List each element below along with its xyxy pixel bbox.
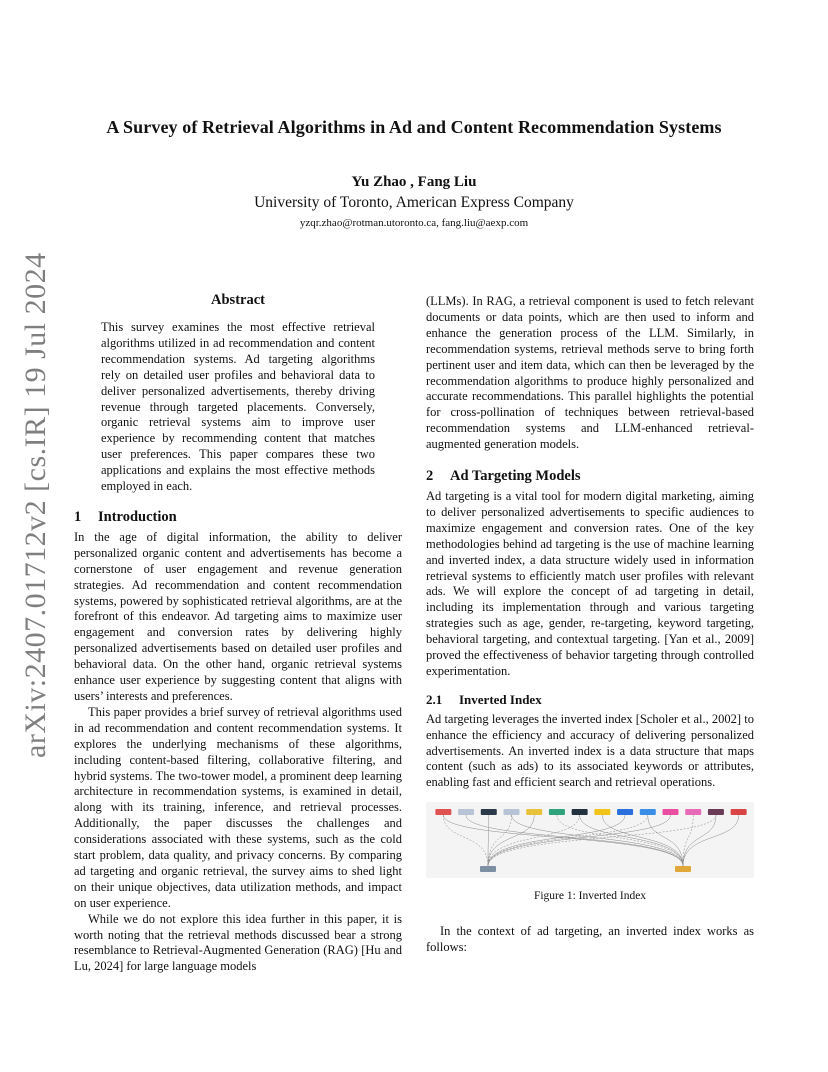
inverted-index-figure — [426, 802, 754, 878]
section-heading-ad-targeting — [426, 469, 754, 485]
affiliation: University of Toronto, American Express Company — [254, 194, 574, 211]
keyword-node — [594, 809, 610, 815]
intro-paragraph-1: In the age of digital information, the ability to deliver personalized organic content and advertisements has become a cornerstone of user engagement and revenue generation strategies. Ad recommendation and content recommendation systems, powered by sophisticated retrieval algorithms, are at the forefront of this endeavor. Ad targeting aims to maximize user engagement and conversion rates by delivering highly personalized advertisements based on detailed user profiles and behavioral data. On the other hand, organic retrieval systems enhance user experience by suggesting content that aligns with users’ interests and preferences. — [74, 529, 402, 703]
section-title: Ad Targeting Models — [450, 468, 581, 485]
ad-targeting-paragraph: Ad targeting is a vital tool for modern digital marketing, aiming to deliver personalized advertisements to specific audiences to maximize engagement and conversion rates. One of the key methodologies behind ad targeting is the use of machine learning and inverted index, a data structure widely used in information retrieval systems to efficiently match user profiles with relevant ads. We will explore the concept of ad targeting in detail, including its implementation through and various targeting strategies such as age, gender, re-targeting, keyword targeting, behavioral targeting, and contextual targeting. [Yan et al., 2009] proved the effectiveness of behavior targeting through controlled experimentation. — [426, 488, 754, 678]
intro-paragraph-3: While we do not explore this idea further in this paper, it is worth noting that the retrieval methods discussed bear a strong resemblance to Retrieval-Augmented Generation (RAG) [Hu and Lu, 2024] for large language models — [74, 911, 402, 974]
keyword-node — [481, 809, 497, 815]
index-edge — [443, 815, 488, 866]
keyword-node — [458, 809, 474, 815]
keyword-node — [526, 809, 542, 815]
author-emails: yzqr.zhao@rotman.utoronto.ca, fang.liu@aexp.com — [299, 217, 529, 229]
section-number: 2 — [426, 468, 434, 485]
keyword-node — [617, 809, 633, 815]
keyword-node — [685, 809, 701, 815]
introduction-section — [74, 510, 402, 975]
index-edge — [648, 815, 683, 866]
keyword-node — [504, 809, 520, 815]
index-edge — [466, 815, 683, 866]
right-column — [426, 294, 754, 791]
after-figure-paragraph: In the context of ad targeting, an inverted index works as follows: — [426, 924, 754, 954]
keyword-node — [708, 809, 724, 815]
paper-title: A Survey of Retrieval Algorithms in Ad and Content Recommendation Systems — [106, 117, 722, 137]
section-title: Introduction — [98, 509, 177, 525]
subsection-title: Inverted Index — [459, 691, 542, 707]
inverted-index-paragraph: Ad targeting leverages the inverted index [Scholer et al., 2002] to enhance the efficiency and accuracy of delivering personalized advertisements. An inverted index is a data structure that maps content (such as ads) to its associated keywords or attributes, enabling fast and efficient search and retrieval operations. — [426, 711, 754, 790]
arxiv-identifier: arXiv:2407.01712v2 [cs.IR] 19 Jul 2024 — [19, 252, 52, 758]
ad-node — [480, 866, 496, 872]
inverted-index-diagram — [426, 802, 754, 878]
keyword-node — [731, 809, 747, 815]
ad-node — [675, 866, 691, 872]
index-edge — [443, 815, 683, 866]
abstract-text: This survey examines the most effective retrieval algorithms utilized in ad recommendation and content recommendation systems. Ad targeting algorithms rely on detailed user profiles and behavioral data to deliver personalized advertisements, thereby driving revenue through targeted placements. Conversely, organic retrieval systems aim to improve user experience by recommending content that matches user preferences. This paper compares these two applications and explains the most effective methods employed in each. — [101, 320, 375, 494]
index-edge — [580, 815, 683, 866]
index-edge — [683, 815, 693, 866]
keyword-node — [640, 809, 656, 815]
index-edge — [683, 815, 739, 866]
author-names: Yu Zhao , Fang Liu — [351, 174, 477, 190]
after-figure-text — [426, 924, 754, 956]
keyword-node — [549, 809, 565, 815]
subsection-number: 2.1 — [426, 691, 443, 707]
index-edge — [488, 815, 648, 866]
index-edge — [512, 815, 684, 866]
index-edge — [683, 815, 716, 866]
keyword-node — [435, 809, 451, 815]
index-edge — [488, 815, 534, 866]
keyword-node — [663, 809, 679, 815]
keyword-node — [572, 809, 588, 815]
intro-paragraph-2: This paper provides a brief survey of retrieval algorithms used in ad recommendation and content recommendation systems. It explores the underlying mechanisms of these algorithms, including content-based filtering, collaborative filtering, and hybrid systems. The two-tower model, a prominent deep learning architecture in recommendation systems, is examined in detail, along with its training, inference, and retrieval processes. Additionally, the paper discusses the challenges and considerations associated with these systems, such as the cold start problem, data quality, and privacy concerns. By comparing ad targeting and organic retrieval, the survey aims to shed light on their unique objectives, data utilization methods, and impact on user experience. — [74, 704, 402, 910]
index-edge — [488, 815, 580, 866]
subsection-heading-inverted-index — [426, 692, 754, 708]
section-heading-introduction — [74, 510, 402, 526]
section-number: 1 — [74, 509, 82, 525]
rag-continuation-paragraph: (LLMs). In RAG, a retrieval component is used to fetch relevant documents or data points, which are then used to inform and enhance the generation process of the LLM. Similarly, in recommendation systems, retrieval methods serve to bring forth pertinent user and item data, which can then be leveraged by the recommendation algorithms to produce highly personalized and accurate recommendations. This parallel highlights the potential for cross-pollination of techniques between retrieval-based recommendation systems and LLM-enhanced retrieval-augmented generation models. — [426, 294, 754, 452]
index-edges — [443, 815, 738, 866]
abstract-heading: Abstract — [211, 292, 265, 308]
figure-caption: Figure 1: Inverted Index — [533, 890, 647, 902]
